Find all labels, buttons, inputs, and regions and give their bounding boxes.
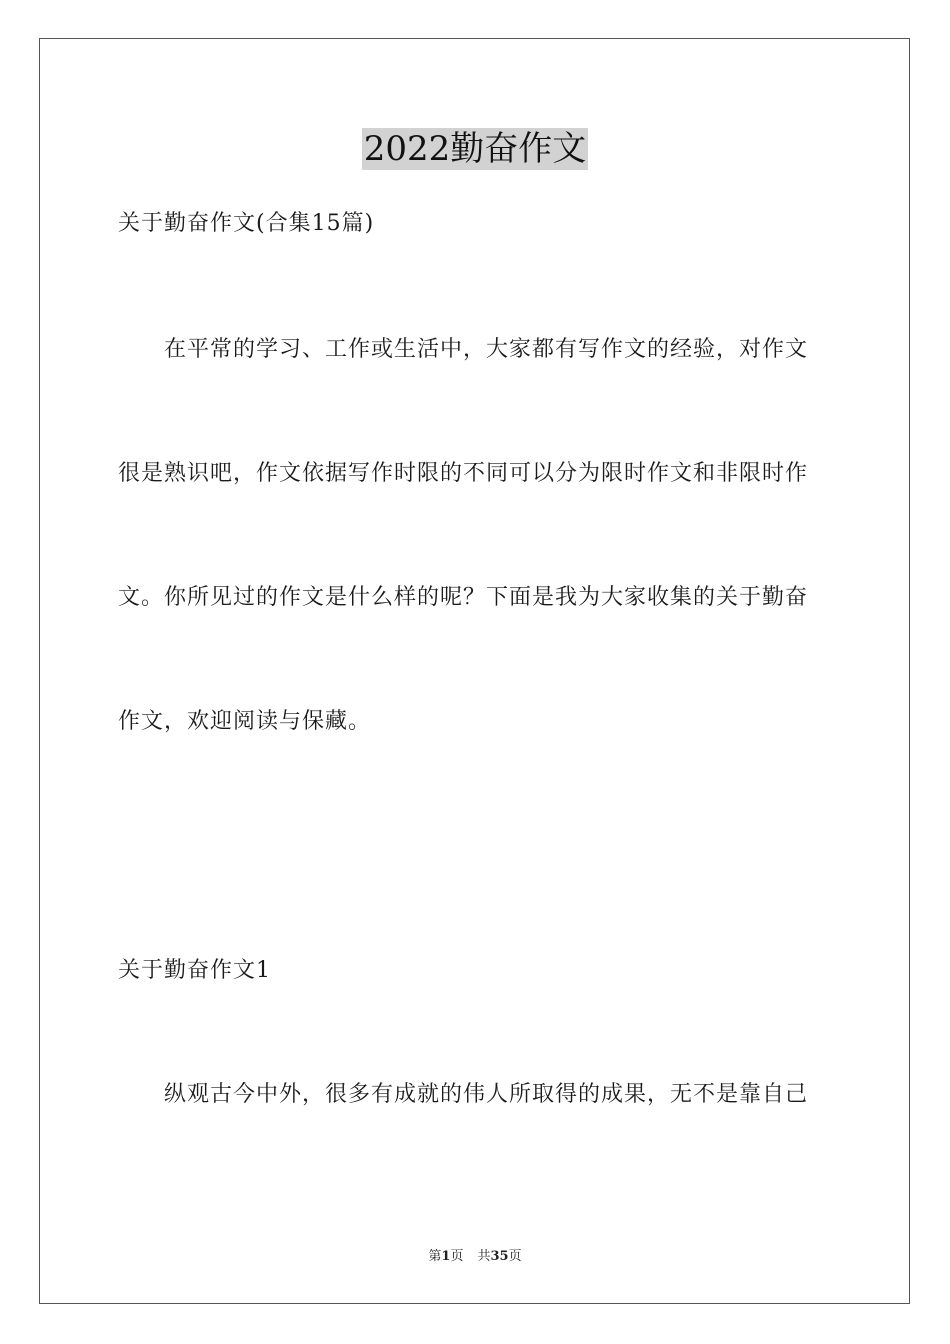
section-heading: 关于勤奋作文1 xyxy=(118,958,271,983)
intro-line: 很是熟识吧，作文依据写作时限的不同可以分为限时作文和非限时作 xyxy=(118,461,809,486)
footer-page-suffix: 页 xyxy=(450,1249,464,1264)
section-line: 纵观古今中外，很多有成就的伟人所取得的成果，无不是靠自己 xyxy=(164,1082,809,1107)
footer-page-prefix: 第 xyxy=(428,1249,442,1264)
title-container xyxy=(0,128,950,170)
intro-line: 在平常的学习、工作或生活中，大家都有写作文的经验，对作文 xyxy=(164,337,809,362)
document-subtitle: 关于勤奋作文(合集15篇) xyxy=(118,211,375,236)
footer-page-current: 1 xyxy=(441,1249,451,1264)
intro-line: 文。你所见过的作文是什么样的呢？下面是我为大家收集的关于勤奋 xyxy=(118,585,809,610)
intro-line: 作文，欢迎阅读与保藏。 xyxy=(118,709,372,734)
footer-total-suffix: 页 xyxy=(508,1249,522,1264)
document-title: 2022勤奋作文 xyxy=(363,129,587,169)
footer-total-prefix: 共 xyxy=(477,1249,491,1264)
page-footer xyxy=(0,1248,950,1266)
footer-page-total: 35 xyxy=(490,1249,509,1264)
